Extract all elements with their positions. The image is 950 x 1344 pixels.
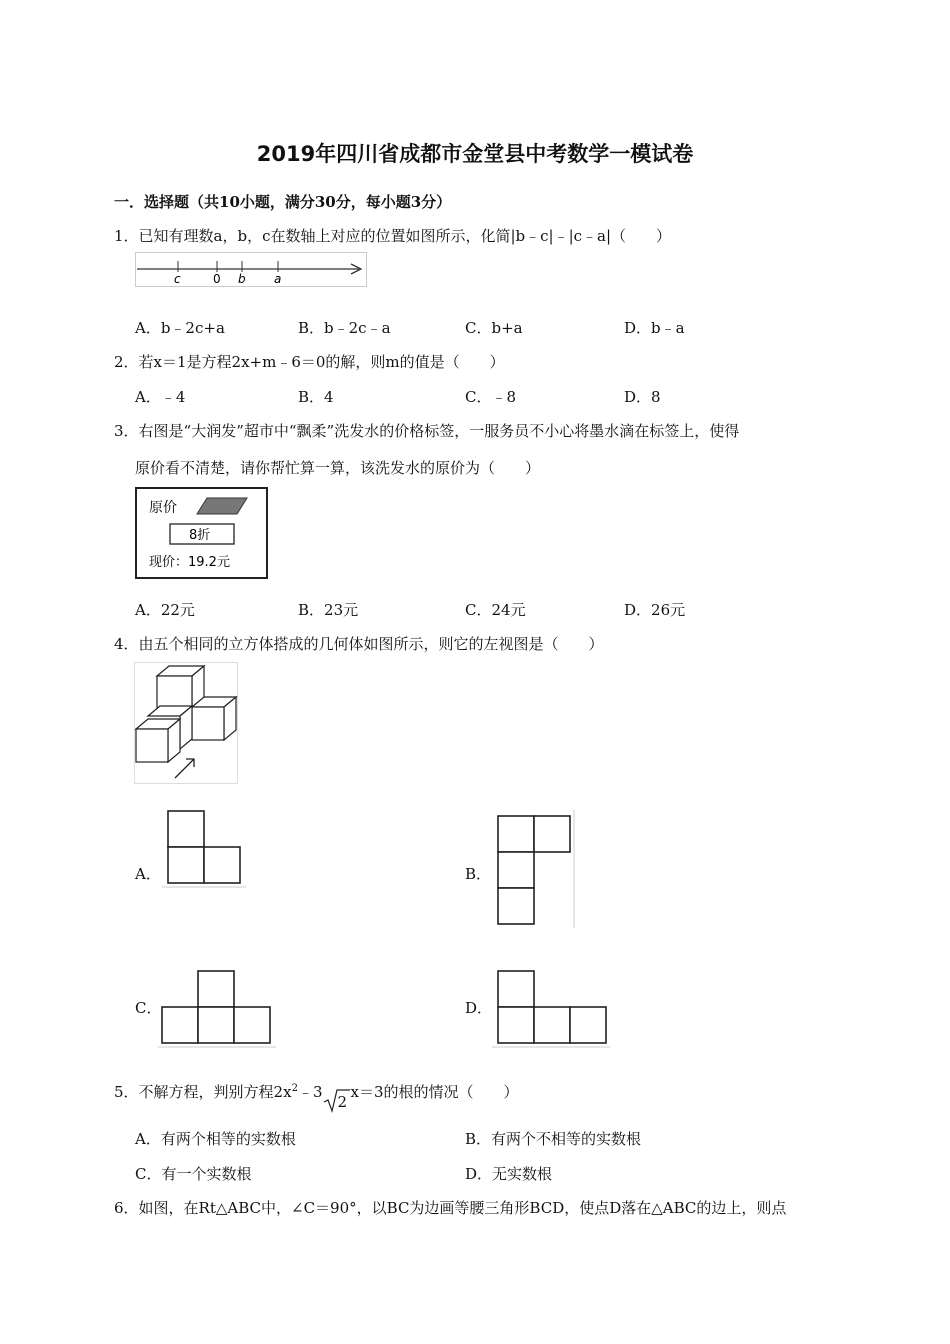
q5-option-a: A．有两个相等的实数根: [135, 1130, 296, 1148]
label-zero: 0: [213, 272, 221, 286]
number-line-figure: [135, 252, 370, 290]
sqrt-radicand: 2: [337, 1093, 348, 1111]
q4-option-a: A．: [135, 865, 161, 883]
q3-option-c: C．24元: [465, 601, 526, 619]
q5-exponent: 2: [291, 1083, 298, 1094]
q3-option-b: B．23元: [298, 601, 359, 619]
q4-option-d-figure: [492, 967, 610, 1049]
q5-option-b: B．有两个不相等的实数根: [465, 1130, 642, 1148]
q1-option-a: A．b﹣2c+a: [135, 319, 225, 337]
q4-option-b: B．: [465, 865, 492, 883]
cube-solid-figure: [134, 662, 240, 786]
tag-original-label: 原价: [149, 500, 177, 516]
sqrt-symbol: [322, 1087, 350, 1111]
q1-option-b: B．b﹣2c﹣a: [298, 319, 391, 337]
question-5-stem: [114, 1081, 519, 1111]
q4-option-d: D．: [465, 999, 493, 1017]
section-header: 一．选择题（共10小题，满分30分，每小题3分）: [114, 193, 452, 211]
tag-current-price: 现价：19.2元: [149, 555, 230, 570]
q5-option-d: D．无实数根: [465, 1165, 553, 1183]
q4-option-a-figure: [162, 807, 246, 889]
q4-option-c: C．: [135, 999, 162, 1017]
q2-option-c: C．﹣8: [465, 388, 517, 406]
page-title: 2019年四川省成都市金堂县中考数学一模试卷: [256, 142, 694, 166]
q1-option-d: D．b﹣a: [624, 319, 685, 337]
question-1-stem: 1．已知有理数a，b，c在数轴上对应的位置如图所示，化简|b﹣c|﹣|c﹣a|（ ）: [114, 227, 672, 245]
q5-stem-post: x＝3的根的情况（ ）: [350, 1083, 519, 1101]
price-tag-figure: [135, 487, 269, 581]
q2-option-b: B．4: [298, 388, 334, 406]
q1-option-c: C．b+a: [465, 319, 523, 337]
q5-stem-pre: 5．不解方程，判别方程2x: [114, 1083, 292, 1101]
q3-option-a: A．22元: [135, 601, 195, 619]
q3-option-d: D．26元: [624, 601, 686, 619]
q4-option-c-figure: [158, 967, 276, 1049]
q2-option-d: D．8: [624, 388, 661, 406]
question-2-stem: 2．若x＝1是方程2x+m﹣6＝0的解，则m的值是（ ）: [114, 353, 505, 371]
question-6-stem: 6．如图，在Rt△ABC中，∠C＝90°，以BC为边画等腰三角形BCD，使点D落在△ABC的边上，则点: [114, 1199, 787, 1217]
label-c: c: [174, 272, 181, 286]
question-3-stem-line2: 原价看不清楚，请你帮忙算一算，该洗发水的原价为（ ）: [135, 459, 541, 477]
question-4-stem: 4．由五个相同的立方体搭成的几何体如图所示，则它的左视图是（ ）: [114, 635, 604, 653]
q4-option-b-figure: [490, 810, 576, 928]
question-3-stem-line1: 3．右图是“大润发”超市中“飘柔”洗发水的价格标签，一服务员不小心将墨水滴在标签上，使得: [114, 422, 740, 440]
label-a: a: [274, 272, 282, 286]
q2-option-a: A．﹣4: [135, 388, 186, 406]
label-b: b: [238, 272, 246, 286]
tag-discount: 8折: [189, 528, 211, 543]
q5-option-c: C．有一个实数根: [135, 1165, 252, 1183]
q5-stem-mid: ﹣3: [297, 1083, 323, 1101]
